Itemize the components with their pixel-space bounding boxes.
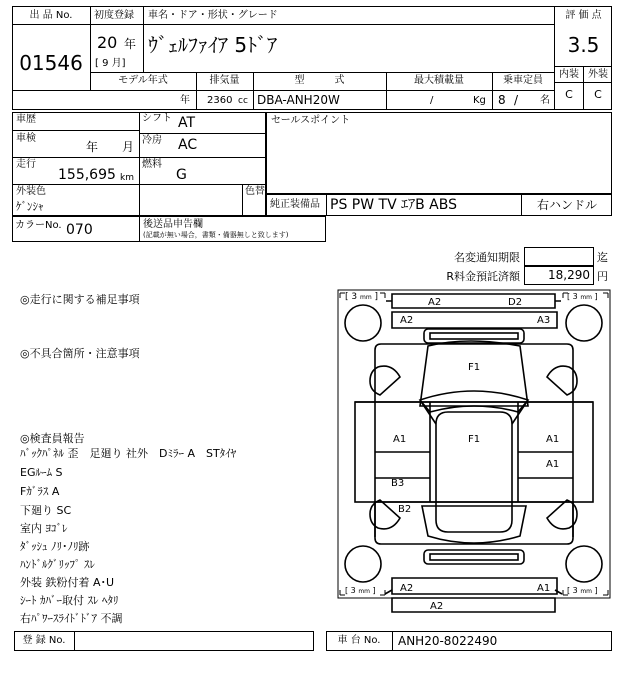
damage-mark-hood: F1 xyxy=(468,362,481,373)
damage-mark-right-rear-door: A1 xyxy=(546,459,560,470)
inspection-year: 年 xyxy=(86,140,99,154)
damage-mark-front-grille: A2 xyxy=(400,315,414,326)
displacement: 2360 xyxy=(207,95,233,106)
inspection-month: 月 xyxy=(122,140,135,154)
ac-label: 冷房 xyxy=(142,135,162,146)
inspector-note: ﾊﾝﾄﾞﾙｸﾞﾘｯﾌﾟ ｽﾚ xyxy=(20,558,95,571)
interior-grade: C xyxy=(565,88,573,101)
displacement-label: 排気量 xyxy=(209,75,240,86)
car-name: ｳﾞｪﾙﾌｧｲｱ 5ﾄﾞｱ xyxy=(148,33,278,57)
color-change-label: 色替 xyxy=(245,186,265,197)
sales-point-label: セールスポイント xyxy=(271,115,351,126)
inspector-note: EGﾙｰﾑ S xyxy=(20,466,63,479)
model-year-label: モデル年式 xyxy=(118,75,168,86)
exterior-grade: C xyxy=(594,88,602,101)
damage-mark-front-bumper: D2 xyxy=(508,297,523,308)
inspector-report-label: ◎検査員報告 xyxy=(20,432,85,445)
registration-number-label: 登 録 No. xyxy=(22,635,66,646)
defects-label: ◎不具合箇所・注意事項 xyxy=(20,347,140,360)
inspection-label: 車検 xyxy=(16,133,36,144)
color-no-label: カラーNo. xyxy=(15,220,62,231)
car-name-label: 車名・ドア・形状・グレード xyxy=(148,10,278,21)
inspector-note: ﾀﾞｯｼｭ ﾉﾘ･ﾉﾘ跡 xyxy=(20,540,90,553)
first-registration-year: 20 xyxy=(97,33,118,52)
tire-tread-rear-right: [ 3 mm ] xyxy=(567,586,598,595)
fuel-value: G xyxy=(176,167,187,183)
max-load-label: 最大積載量 xyxy=(414,75,464,86)
divider xyxy=(392,631,393,651)
aftermarket-note: (記載が無い場合，書類・備器無しと致します) xyxy=(143,231,289,239)
color-value: ｹﾞﾝｼｬ xyxy=(16,200,44,213)
chassis-number-label: 車 台 No. xyxy=(337,635,381,646)
model-year-unit: 年 xyxy=(180,95,190,106)
type-label: 型 式 xyxy=(294,75,345,86)
mileage-label: 走行 xyxy=(16,159,36,170)
damage-mark-rear-gate: A2 xyxy=(400,583,414,594)
recycle-fee-label: R料金預託済額 xyxy=(446,270,520,283)
inspector-note: Fｶﾞﾗｽ A xyxy=(20,485,60,498)
recycle-fee-unit: 円 xyxy=(597,270,608,283)
capacity-unit: 名 xyxy=(540,95,550,106)
inspector-note: ﾊﾞｯｸﾊﾟﾈﾙ 歪 足廻り 社外 Dﾐﾗｰ A STﾀｲﾔ xyxy=(20,447,237,460)
name-change-deadline-unit: 迄 xyxy=(597,251,608,264)
inspector-note: 右ﾊﾟﾜｰｽﾗｲﾄﾞﾄﾞｱ 不調 xyxy=(20,612,123,625)
max-load: / xyxy=(430,95,434,106)
color-no-value: 070 xyxy=(66,222,93,238)
damage-mark-left-rear-door: B3 xyxy=(391,478,405,489)
fuel-label: 燃料 xyxy=(142,159,162,170)
ac-value: AC xyxy=(178,137,198,153)
lot-number-label: 出 品 No. xyxy=(29,10,73,21)
damage-mark-front-bumper: A2 xyxy=(428,297,442,308)
inspector-note: ｼｰﾄ ｶﾊﾞｰ取付 ｽﾚ ﾍﾀﾘ xyxy=(20,594,119,607)
score-value: 3.5 xyxy=(567,33,600,57)
divider xyxy=(74,631,75,651)
mileage-value: 155,695 xyxy=(58,167,116,183)
lot-number: 01546 xyxy=(19,51,83,75)
exterior-label: 外装 xyxy=(588,69,608,80)
interior-label: 内装 xyxy=(559,69,579,80)
recycle-fee-value: 18,290 xyxy=(548,268,590,282)
damage-mark-left-rear-fender: B2 xyxy=(398,504,412,515)
capacity-label: 乗車定員 xyxy=(503,75,543,86)
damage-mark-left-front-door: A1 xyxy=(393,434,407,445)
inspector-note: 外装 鉄粉付着 A･U xyxy=(20,576,115,589)
capacity-value: 8 xyxy=(498,93,506,107)
inspector-note: 下廻り SC xyxy=(20,504,72,517)
supplement-label: ◎走行に関する補足事項 xyxy=(20,293,140,306)
aftermarket-label: 後送品申告欄 xyxy=(143,219,203,230)
year-unit: 年 xyxy=(124,37,137,51)
name-change-deadline-label: 名変通知期限 xyxy=(454,251,520,264)
handle-position: 右ハンドル xyxy=(536,198,597,212)
inspector-note: 室内 ﾖｺﾞﾚ xyxy=(20,522,68,535)
equipment-value: PS PW TV ｴｱB ABS xyxy=(330,197,457,213)
color-label: 外装色 xyxy=(16,186,46,197)
first-registration-label: 初度登録 xyxy=(94,10,134,21)
first-registration-month: [ 9 月] xyxy=(95,58,126,69)
tire-tread-front-right: [ 3 mm ] xyxy=(567,292,598,301)
tire-tread-front-left: [ 3 mm ] xyxy=(345,292,379,302)
capacity-separator: / xyxy=(514,93,519,107)
history-label: 車歴 xyxy=(16,114,36,125)
shift-label: シフト xyxy=(142,113,172,124)
score-label: 評 価 点 xyxy=(565,10,602,21)
chassis-number: ANH20-8022490 xyxy=(398,634,498,648)
damage-mark-roof: F1 xyxy=(468,434,481,445)
damage-mark-rear-bumper: A2 xyxy=(430,601,444,612)
tire-tread-rear-left: [ 3 mm ] xyxy=(345,586,376,595)
vehicle-type: DBA-ANH20W xyxy=(257,93,340,107)
equipment-label: 純正装備品 xyxy=(270,199,320,210)
damage-mark-rear-gate: A1 xyxy=(537,583,551,594)
displacement-unit: cc xyxy=(238,96,248,106)
shift-value: AT xyxy=(178,115,196,131)
max-load-unit: Kg xyxy=(473,95,486,106)
mileage-unit: km xyxy=(120,173,134,183)
damage-mark-front-grille: A3 xyxy=(537,315,551,326)
damage-mark-right-front-door: A1 xyxy=(546,434,560,445)
